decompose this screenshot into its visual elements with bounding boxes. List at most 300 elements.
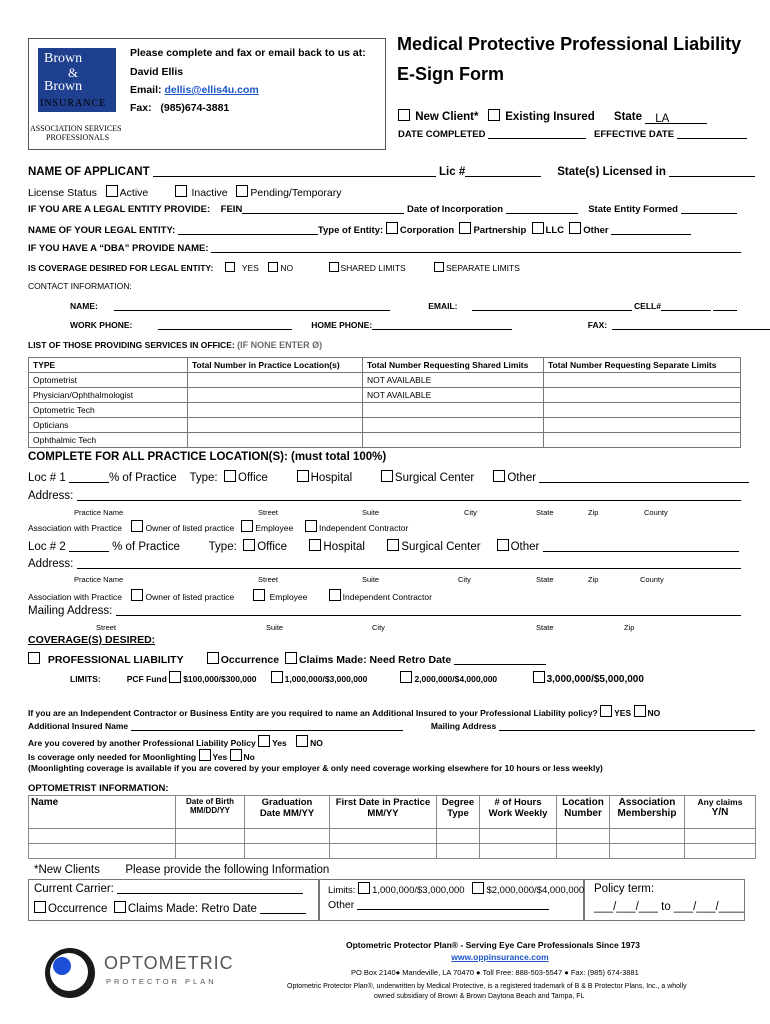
opt-col-grad-l1: Graduation: [261, 797, 313, 808]
opt-col-dob-l2: MM/DD/YY: [190, 806, 230, 815]
locations-heading: COMPLETE FOR ALL PRACTICE LOCATION(S): (must total 100%): [28, 451, 387, 463]
mailing-field[interactable]: [116, 605, 741, 616]
table-cell: Optometrist: [29, 373, 188, 388]
table-cell[interactable]: [363, 433, 544, 448]
opt-col-degree-l2: Type: [447, 808, 469, 819]
table-cell[interactable]: [437, 829, 480, 844]
contact-row-1: [70, 300, 737, 311]
limit-1m-checkbox[interactable]: [271, 671, 283, 683]
contact-email-label: EMAIL:: [428, 301, 458, 311]
limit-2m-checkbox[interactable]: [400, 671, 412, 683]
loc2-address-row: [28, 558, 741, 570]
instructions: Please complete and fax or email back to us at:: [130, 47, 366, 59]
active-checkbox[interactable]: [106, 185, 118, 197]
loc2-owner-checkbox[interactable]: [131, 589, 143, 601]
fax-row: [130, 102, 229, 114]
table-cell: Physician/Ophthalmologist: [29, 388, 188, 403]
opt-col-degree-l1: Degree: [441, 797, 475, 808]
contact-info-heading: CONTACT INFORMATION:: [28, 281, 132, 291]
caption-zip: Zip: [588, 575, 599, 584]
inactive-label: Inactive: [191, 187, 228, 199]
q2-row: [28, 735, 323, 748]
table-cell[interactable]: [544, 418, 741, 433]
shared-limits-checkbox[interactable]: [329, 262, 339, 272]
table-cell[interactable]: [557, 844, 610, 859]
limit-1m-label: 1,000,000/$3,000,000: [284, 674, 368, 684]
q1-yes-checkbox[interactable]: [600, 705, 612, 717]
nc-limits-row: [328, 882, 584, 896]
form-title-2: E-Sign Form: [397, 64, 504, 84]
table-cell[interactable]: [363, 418, 544, 433]
caption-county: County: [644, 508, 668, 517]
coverage-heading: COVERAGE(S) DESIRED:: [28, 634, 156, 646]
date-incorp-field[interactable]: [506, 203, 578, 214]
table-cell[interactable]: [330, 829, 437, 844]
policy-term-field[interactable]: ___/___/___ to ___/___/____: [594, 901, 745, 913]
table-row: [29, 373, 741, 388]
loc1-owner-checkbox[interactable]: [131, 520, 143, 532]
table-cell: Ophthalmic Tech: [29, 433, 188, 448]
caption-street: Street: [96, 623, 117, 632]
footer-logo-top: OPTOMETRIC: [104, 953, 234, 973]
table-cell[interactable]: [176, 844, 245, 859]
table-cell[interactable]: [188, 388, 363, 403]
add-insured-label: Additional Insured Name: [28, 721, 129, 731]
loc1-address-field[interactable]: [77, 490, 741, 501]
table-row: [29, 388, 741, 403]
loc1-other-label: Other: [507, 472, 537, 484]
loc2-type-label: Type:: [208, 541, 237, 553]
add-insured-mailing-field[interactable]: [499, 720, 755, 731]
table-cell[interactable]: [544, 388, 741, 403]
loc1-address-label: Address:: [28, 490, 74, 502]
loc1-association-row: [28, 520, 408, 533]
other-entity-field[interactable]: [611, 224, 691, 235]
opt-col-association: [610, 796, 685, 829]
table-cell: Optometric Tech: [29, 403, 188, 418]
caption-city: City: [372, 623, 385, 632]
entity-name-label: NAME OF YOUR LEGAL ENTITY:: [28, 225, 176, 236]
add-insured-row: [28, 720, 755, 731]
lic-field[interactable]: [465, 166, 541, 177]
loc1-independent-label: Independent Contractor: [319, 523, 409, 533]
date-incorp-label: Date of Incorporation: [406, 204, 504, 215]
work-phone-field[interactable]: [158, 319, 292, 330]
loc2-address-label: Address:: [28, 558, 74, 570]
nc-claims-checkbox[interactable]: [114, 901, 126, 913]
limit-2m-label: 2,000,000/$4,000,000: [414, 674, 498, 684]
fein-field[interactable]: [242, 203, 404, 214]
loc2-employee-label: Employee: [269, 592, 308, 602]
opt-col-hours: [480, 796, 557, 829]
fax-label: Fax:: [130, 102, 152, 114]
table-cell[interactable]: [610, 829, 685, 844]
coverage-legal-row: [28, 262, 520, 273]
q2-text: Are you covered by another Professional Liability Policy: [28, 738, 256, 748]
pcf-label: PCF Fund: [126, 674, 167, 684]
dba-row: [28, 242, 741, 254]
contact-name-field[interactable]: [114, 300, 390, 311]
opt-col-claims-l1: Any claims: [697, 797, 743, 807]
email-link[interactable]: dellis@ellis4u.com: [164, 84, 259, 96]
llc-checkbox[interactable]: [532, 222, 544, 234]
optometrist-heading: OPTOMETRIST INFORMATION:: [28, 783, 169, 794]
nc-claims-label: Claims Made: Retro Date: [127, 903, 257, 915]
loc2-hospital-label: Hospital: [323, 541, 365, 553]
q1-yes-label: YES: [614, 708, 632, 718]
loc2-other-field[interactable]: [543, 541, 739, 552]
loc1-office-checkbox[interactable]: [224, 470, 236, 482]
q3-row: [28, 749, 255, 762]
pending-label: Pending/Temporary: [250, 187, 342, 199]
q1-no-label: NO: [647, 708, 661, 718]
footer-address: PO Box 2140● Mandeville, LA 70470 ● Toll Free: 888-503-5547 ● Fax: (985) 674-3881: [351, 968, 639, 977]
table-cell[interactable]: [188, 418, 363, 433]
caption-county: County: [640, 575, 664, 584]
table-cell[interactable]: [29, 844, 176, 859]
new-clients-label: *New Clients: [34, 864, 100, 876]
loc1-hospital-checkbox[interactable]: [297, 470, 309, 482]
table-cell[interactable]: [29, 829, 176, 844]
q1-no-checkbox[interactable]: [634, 705, 646, 717]
logo-sub1: ASSOCIATION SERVICES: [30, 124, 122, 133]
q1-text: If you are an Independent Contractor or Business Entity are you required to name an Additional Insured to your Professional Liability policy?: [28, 708, 598, 718]
loc1-label: Loc # 1: [28, 472, 66, 484]
loc2-office-checkbox[interactable]: [243, 539, 255, 551]
loc1-employee-label: Employee: [255, 523, 294, 533]
caption-zip: Zip: [588, 508, 599, 517]
table-row: [29, 403, 741, 418]
loc2-independent-label: Independent Contractor: [342, 592, 432, 602]
caption-suite: Suite: [362, 575, 380, 584]
table-cell[interactable]: [245, 829, 330, 844]
nc-other-field[interactable]: [357, 899, 549, 910]
applicant-name-field[interactable]: [153, 166, 436, 177]
table-cell[interactable]: [188, 403, 363, 418]
states-licensed-field[interactable]: [669, 166, 755, 177]
caption-suite: Suite: [266, 623, 284, 632]
table-cell[interactable]: [544, 403, 741, 418]
opt-col-assoc-l1: Association: [618, 797, 676, 808]
opt-col-degree: [437, 796, 480, 829]
email-row: [130, 84, 259, 96]
if-none-note: (IF NONE ENTER Ø): [237, 340, 323, 350]
state-field[interactable]: [645, 113, 707, 124]
fax-value: (985)674-3881: [160, 102, 230, 114]
opt-col-first-l1: First Date in Practice: [335, 797, 431, 808]
logo-insurance: INSURANCE: [40, 98, 107, 109]
inactive-checkbox[interactable]: [175, 185, 187, 197]
prof-liability-checkbox[interactable]: [28, 652, 40, 664]
opt-col-loc-l2: Number: [564, 808, 602, 819]
state-entity-field[interactable]: [681, 203, 737, 214]
carrier-label: Current Carrier:: [34, 883, 114, 895]
table-row: [29, 844, 756, 859]
footer-url-wrap: [0, 952, 770, 962]
loc1-surgical-label: Surgical Center: [394, 472, 475, 484]
limit-3m-checkbox[interactable]: [533, 671, 545, 683]
loc2-row: [28, 539, 739, 553]
state-label: State: [613, 111, 643, 123]
client-type-row: [398, 109, 707, 124]
logo-line3: Brown: [44, 79, 83, 94]
table-cell[interactable]: [557, 829, 610, 844]
claims-made-checkbox[interactable]: [285, 652, 297, 664]
table-cell[interactable]: [480, 844, 557, 859]
q2-yes-checkbox[interactable]: [258, 735, 270, 747]
loc1-independent-checkbox[interactable]: [305, 520, 317, 532]
other-entity-checkbox[interactable]: [569, 222, 581, 234]
caption-state: State: [536, 575, 554, 584]
table-cell[interactable]: [245, 844, 330, 859]
lic-label: Lic #: [439, 166, 466, 178]
loc2-office-label: Office: [257, 541, 288, 553]
loc1-pct-label: % of Practice: [108, 472, 177, 484]
limit-100k-checkbox[interactable]: [169, 671, 181, 683]
caption-state: State: [536, 508, 554, 517]
carrier-type-row: [34, 901, 306, 915]
dba-label: IF YOU HAVE A “DBA” PROVIDE NAME:: [28, 243, 209, 254]
opt-col-graduation: [245, 796, 330, 829]
carrier-row: [34, 883, 303, 895]
loc2-surgical-checkbox[interactable]: [387, 539, 399, 551]
footer-url-link[interactable]: www.oppinsurance.com: [451, 952, 549, 962]
new-client-checkbox[interactable]: [398, 109, 410, 121]
prof-liability-row: [28, 652, 546, 666]
table-row: [29, 418, 741, 433]
opt-col-dob: [176, 796, 245, 829]
table-cell[interactable]: [188, 373, 363, 388]
table-cell[interactable]: [363, 403, 544, 418]
table-cell[interactable]: [685, 844, 756, 859]
optometrist-table: [28, 795, 756, 859]
footer-line1: Optometric Protector Plan® - Serving Eye Care Professionals Since 1973: [346, 940, 640, 950]
nc-retro-field[interactable]: [260, 903, 306, 914]
q2-no-checkbox[interactable]: [296, 735, 308, 747]
q2-yes-label: Yes: [272, 738, 287, 748]
states-licensed-label: State(s) Licensed in: [557, 166, 666, 178]
table-cell[interactable]: [544, 373, 741, 388]
legal-entity-row: [28, 203, 737, 215]
contact-name: David Ellis: [130, 66, 184, 78]
logo-line1: Brown: [44, 51, 83, 66]
pending-checkbox[interactable]: [236, 185, 248, 197]
loc2-other-checkbox[interactable]: [497, 539, 509, 551]
work-phone-label: WORK PHONE:: [70, 320, 133, 330]
cell-field-2[interactable]: [713, 300, 737, 311]
legal-no-checkbox[interactable]: [268, 262, 278, 272]
caption-practice-name: Practice Name: [74, 508, 124, 517]
loc1-hospital-label: Hospital: [310, 472, 353, 484]
partnership-label: Partnership: [473, 225, 527, 236]
providers-header-row: [29, 358, 741, 373]
loc2-pct-field[interactable]: [69, 541, 109, 552]
loc2-surgical-label: Surgical Center: [401, 541, 481, 553]
opt-col-name: [29, 796, 176, 829]
q3-no-checkbox[interactable]: [230, 749, 242, 761]
policy-term-label: Policy term:: [594, 883, 655, 895]
table-cell: NOT AVAILABLE: [363, 388, 544, 403]
loc1-employee-checkbox[interactable]: [241, 520, 253, 532]
state-entity-label: State Entity Formed: [588, 204, 678, 215]
entity-name-row: [28, 222, 691, 236]
dates-row: [398, 128, 747, 140]
opt-col-name-l1: Name: [31, 797, 59, 808]
new-client-label: New Client*: [415, 111, 479, 123]
loc2-other-label: Other: [510, 541, 540, 553]
table-cell[interactable]: [437, 844, 480, 859]
loc1-other-checkbox[interactable]: [493, 470, 505, 482]
applicant-row: [28, 166, 755, 178]
coverage-legal-label: IS COVERAGE DESIRED FOR LEGAL ENTITY:: [28, 263, 214, 273]
separate-limits-checkbox[interactable]: [434, 262, 444, 272]
contact-fax-label: FAX:: [587, 320, 608, 330]
providers-col-separate: Total Number Requesting Separate Limits: [544, 358, 741, 373]
nc-limit2-checkbox[interactable]: [472, 882, 484, 894]
loc2-association-row: [28, 589, 432, 602]
table-cell[interactable]: [330, 844, 437, 859]
footer-logo-bottom: PROTECTOR PLAN: [106, 977, 217, 986]
q3-text: Is coverage only needed for Moonlighting: [28, 752, 197, 762]
type-entity-label: Type of Entity:: [317, 225, 384, 236]
new-clients-please: Please provide the following Information: [125, 864, 330, 876]
nc-limit1-checkbox[interactable]: [358, 882, 370, 894]
loc2-association-label: Association with Practice: [28, 592, 123, 602]
contact-name-label: NAME:: [70, 301, 98, 311]
entity-name-field[interactable]: [178, 224, 318, 235]
q2-no-label: NO: [310, 738, 323, 748]
limit-3m-label: 3,000,000/$5,000,000: [546, 674, 644, 685]
license-status-label: License Status: [28, 187, 97, 199]
opt-col-first-l2: MM/YY: [367, 808, 399, 819]
active-label: Active: [119, 187, 149, 199]
table-cell[interactable]: [544, 433, 741, 448]
providers-col-type: TYPE: [29, 358, 188, 373]
occurrence-checkbox[interactable]: [207, 652, 219, 664]
loc1-other-field[interactable]: [539, 472, 749, 483]
table-cell[interactable]: [685, 829, 756, 844]
corporation-label: Corporation: [399, 225, 455, 236]
opt-col-grad-l2: Date MM/YY: [259, 808, 315, 819]
legal-entity-label: IF YOU ARE A LEGAL ENTITY PROVIDE:: [28, 204, 211, 215]
loc1-row: [28, 470, 749, 484]
loc1-pct-field[interactable]: [69, 472, 109, 483]
loc2-independent-checkbox[interactable]: [329, 589, 341, 601]
caption-street: Street: [258, 508, 279, 517]
nc-limits-label: Limits:: [328, 885, 356, 896]
limits-label: LIMITS:: [70, 674, 101, 684]
mailing-row: [28, 605, 741, 617]
shared-limits-label: SHARED LIMITS: [340, 263, 406, 273]
legal-yes-label: YES: [241, 263, 259, 273]
caption-street: Street: [258, 575, 279, 584]
loc2-employee-checkbox[interactable]: [253, 589, 265, 601]
table-cell[interactable]: [480, 829, 557, 844]
loc1-surgical-checkbox[interactable]: [381, 470, 393, 482]
partnership-checkbox[interactable]: [459, 222, 471, 234]
table-cell: Opticians: [29, 418, 188, 433]
loc1-association-label: Association with Practice: [28, 523, 123, 533]
footer-note2: owned subsidiary of Brown & Brown Daytona Beach and Tampa, FL: [374, 993, 585, 1000]
loc1-office-label: Office: [238, 472, 268, 484]
limit-100k-label: $100,000/$300,000: [183, 674, 257, 684]
providers-table: [28, 357, 741, 448]
opt-col-dob-l1: Date of Birth: [186, 797, 234, 806]
caption-state: State: [536, 623, 554, 632]
corporation-checkbox[interactable]: [386, 222, 398, 234]
date-completed-label: DATE COMPLETED: [398, 129, 486, 140]
dba-field[interactable]: [211, 242, 741, 253]
loc1-address-row: [28, 490, 741, 502]
loc1-owner-label: Owner of listed practice: [145, 523, 235, 533]
opt-col-assoc-l2: Membership: [617, 808, 677, 819]
mailing-label: Mailing Address:: [28, 605, 113, 617]
providers-label: LIST OF THOSE PROVIDING SERVICES IN OFFICE:: [28, 340, 235, 350]
cell-field-1[interactable]: [661, 300, 711, 311]
state-value: LA: [655, 113, 670, 125]
legal-yes-checkbox[interactable]: [225, 262, 235, 272]
nc-occurrence-label: Occurrence: [48, 903, 108, 915]
new-clients-row: [34, 864, 329, 876]
home-phone-field[interactable]: [372, 319, 512, 330]
logo-sub2: PROFESSIONALS: [46, 133, 110, 142]
optometrist-header-row: [29, 796, 756, 829]
fein-label: FEIN: [220, 204, 243, 215]
limits-row: [70, 671, 644, 685]
table-cell[interactable]: [176, 829, 245, 844]
opt-col-claims: [685, 796, 756, 829]
loc2-hospital-checkbox[interactable]: [309, 539, 321, 551]
add-insured-field[interactable]: [131, 720, 403, 731]
contact-row-2: [70, 319, 770, 330]
loc2-pct-label: % of Practice: [112, 541, 180, 553]
nc-occurrence-checkbox[interactable]: [34, 901, 46, 913]
add-insured-mailing-label: Mailing Address: [430, 721, 497, 731]
llc-label: LLC: [545, 225, 565, 236]
q4-note: (Moonlighting coverage is available if you are covered by your employer & only need coverage working elsewhere for 10 hours or less weekly): [28, 763, 603, 773]
effective-date-field[interactable]: [677, 128, 747, 139]
date-completed-field[interactable]: [488, 128, 586, 139]
providers-heading: [28, 340, 322, 350]
q1-row: [28, 705, 660, 718]
separate-limits-label: SEPARATE LIMITS: [446, 263, 520, 273]
loc2-label: Loc # 2: [28, 541, 66, 553]
cell-label: CELL#: [634, 301, 661, 311]
contact-fax-field[interactable]: [612, 319, 770, 330]
contact-email-field[interactable]: [472, 300, 632, 311]
loc2-owner-label: Owner of listed practice: [145, 592, 235, 602]
table-cell: NOT AVAILABLE: [363, 373, 544, 388]
existing-insured-checkbox[interactable]: [488, 109, 500, 121]
home-phone-label: HOME PHONE:: [311, 320, 373, 330]
claims-made-label: Claims Made: Need Retro Date: [298, 654, 452, 666]
table-cell[interactable]: [610, 844, 685, 859]
loc2-address-field[interactable]: [77, 558, 741, 569]
q3-yes-label: Yes: [212, 752, 228, 762]
q3-yes-checkbox[interactable]: [199, 749, 211, 761]
opt-col-loc-l1: Location: [562, 797, 604, 808]
opt-col-hours-l1: # of Hours: [494, 797, 542, 808]
form-title-1: Medical Protective Professional Liability: [397, 34, 742, 54]
carrier-field[interactable]: [117, 883, 303, 894]
logo-line2: &: [68, 65, 79, 80]
opt-col-claims-l2: Y/N: [711, 807, 729, 818]
retro-date-field[interactable]: [454, 654, 546, 665]
providers-col-total: Total Number in Practice Location(s): [188, 358, 363, 373]
table-row: [29, 433, 741, 448]
nc-other-label: Other: [328, 899, 355, 911]
table-cell[interactable]: [188, 433, 363, 448]
